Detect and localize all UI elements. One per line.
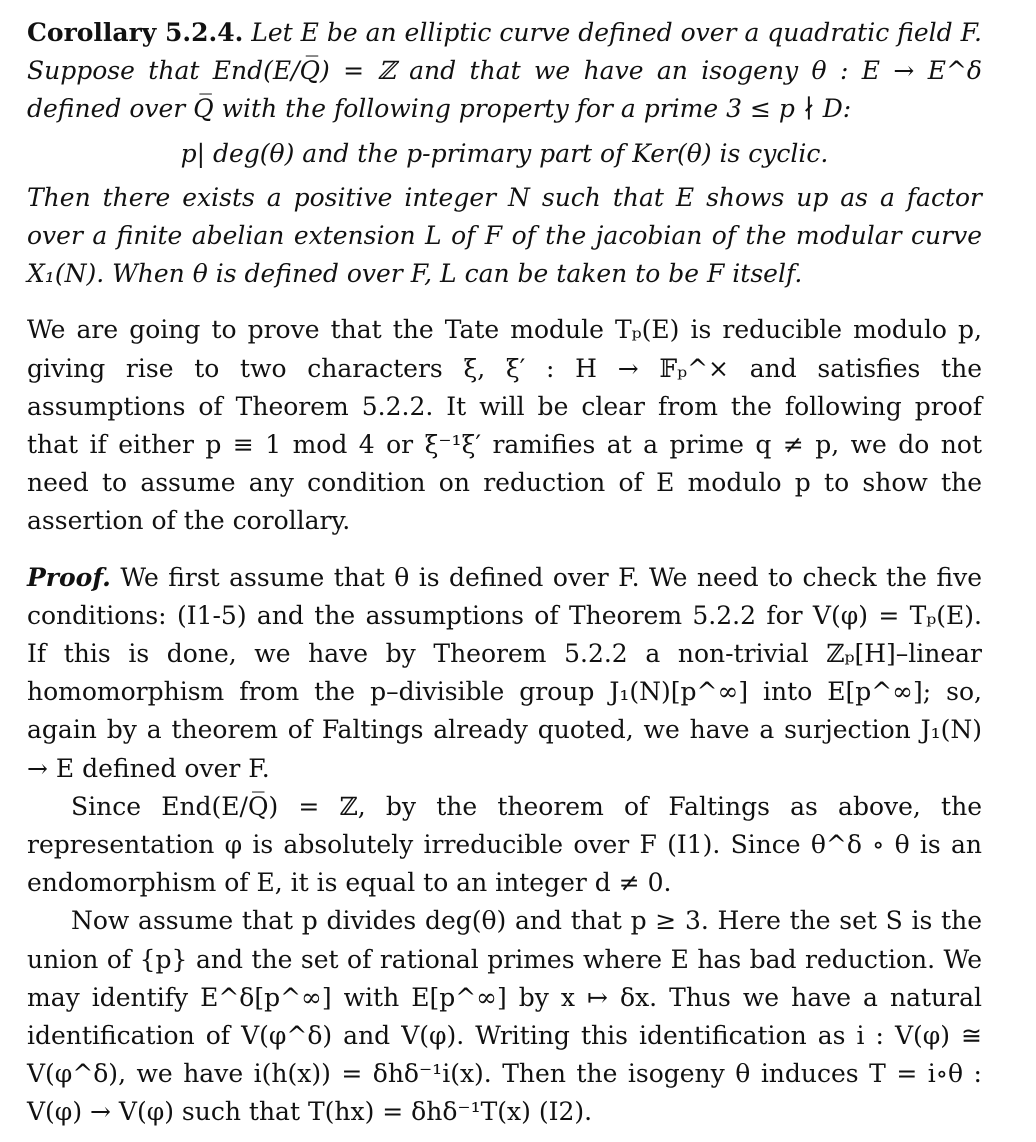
corollary-statement-text: Let E be an elliptic curve defined over a quadratic field F. Suppose that End(E/Q̅) = ℤ and that we have an isogeny θ : E → E^δ defined over Q̅ with the following property for a prime 3 ≤ p ∤ D: [27,18,982,124]
corollary-conclusion: Then there exists a positive integer N such that E shows up as a factor over a finite abelian extension L of F of the jacobian of the modular curve X₁(N). When θ is defined over F, L can be taken to be F itself. [27,182,982,289]
remark-paragraph: We are going to prove that the Tate module Tₚ(E) is reducible modulo p, giving rise to two characters ξ, ξ′ : H → 𝔽ₚ^× and satisfies the assumptions of Theorem 5.2.2. It will be clear from the following proof that if either p ≡ 1 mod 4 or ξ⁻¹ξ′ ramifies at a prime q ≠ p, we do not need to assume any condition on reduction of E modulo p to show the assertion of the corollary. [27,315,982,536]
proof-heading: Proof. [27,562,111,592]
corollary-statement [27,14,982,129]
corollary-condition: p| deg(θ) and the p-primary part of Ker(θ) is cyclic. [180,138,829,168]
proof-paragraph-2: Since End(E/Q̅) = ℤ, by the theorem of Faltings as above, the representation φ is absolutely irreducible over F (I1). Since θ^δ ∘ θ is an endomorphism of E, it is equal to an integer d ≠ 0. [27,791,982,898]
proof-paragraph-1 [27,559,982,788]
proof-p1-text: We first assume that θ is defined over F. We need to check the five conditions: (I1-5) and the assumptions of Theorem 5.2.2 for V(φ) = Tₚ(E). If this is done, we have by Theorem 5.2.2 a non-trivial ℤₚ[H]–linear homomorphism from the p–divisible group J₁(N)[p^∞] into E[p^∞]; so, again by a theorem of Faltings already quoted, we have a surjection J₁(N) → E defined over F. [27,562,982,783]
proof-paragraph-3: Now assume that p divides deg(θ) and that p ≥ 3. Here the set S is the union of {p} and the set of rational primes where E has bad reduction. We may identify E^δ[p^∞] with E[p^∞] by x ↦ δx. Thus we have a natural identification of V(φ^δ) and V(φ). Writing this identification as i : V(φ) ≅ V(φ^δ), we have i(h(x)) = δhδ⁻¹i(x). Then the isogeny θ induces T = i∘θ : V(φ) → V(φ) such that T(hx) = δhδ⁻¹T(x) (I2). [27,906,982,1127]
corollary-heading: Corollary 5.2.4. [27,18,244,47]
